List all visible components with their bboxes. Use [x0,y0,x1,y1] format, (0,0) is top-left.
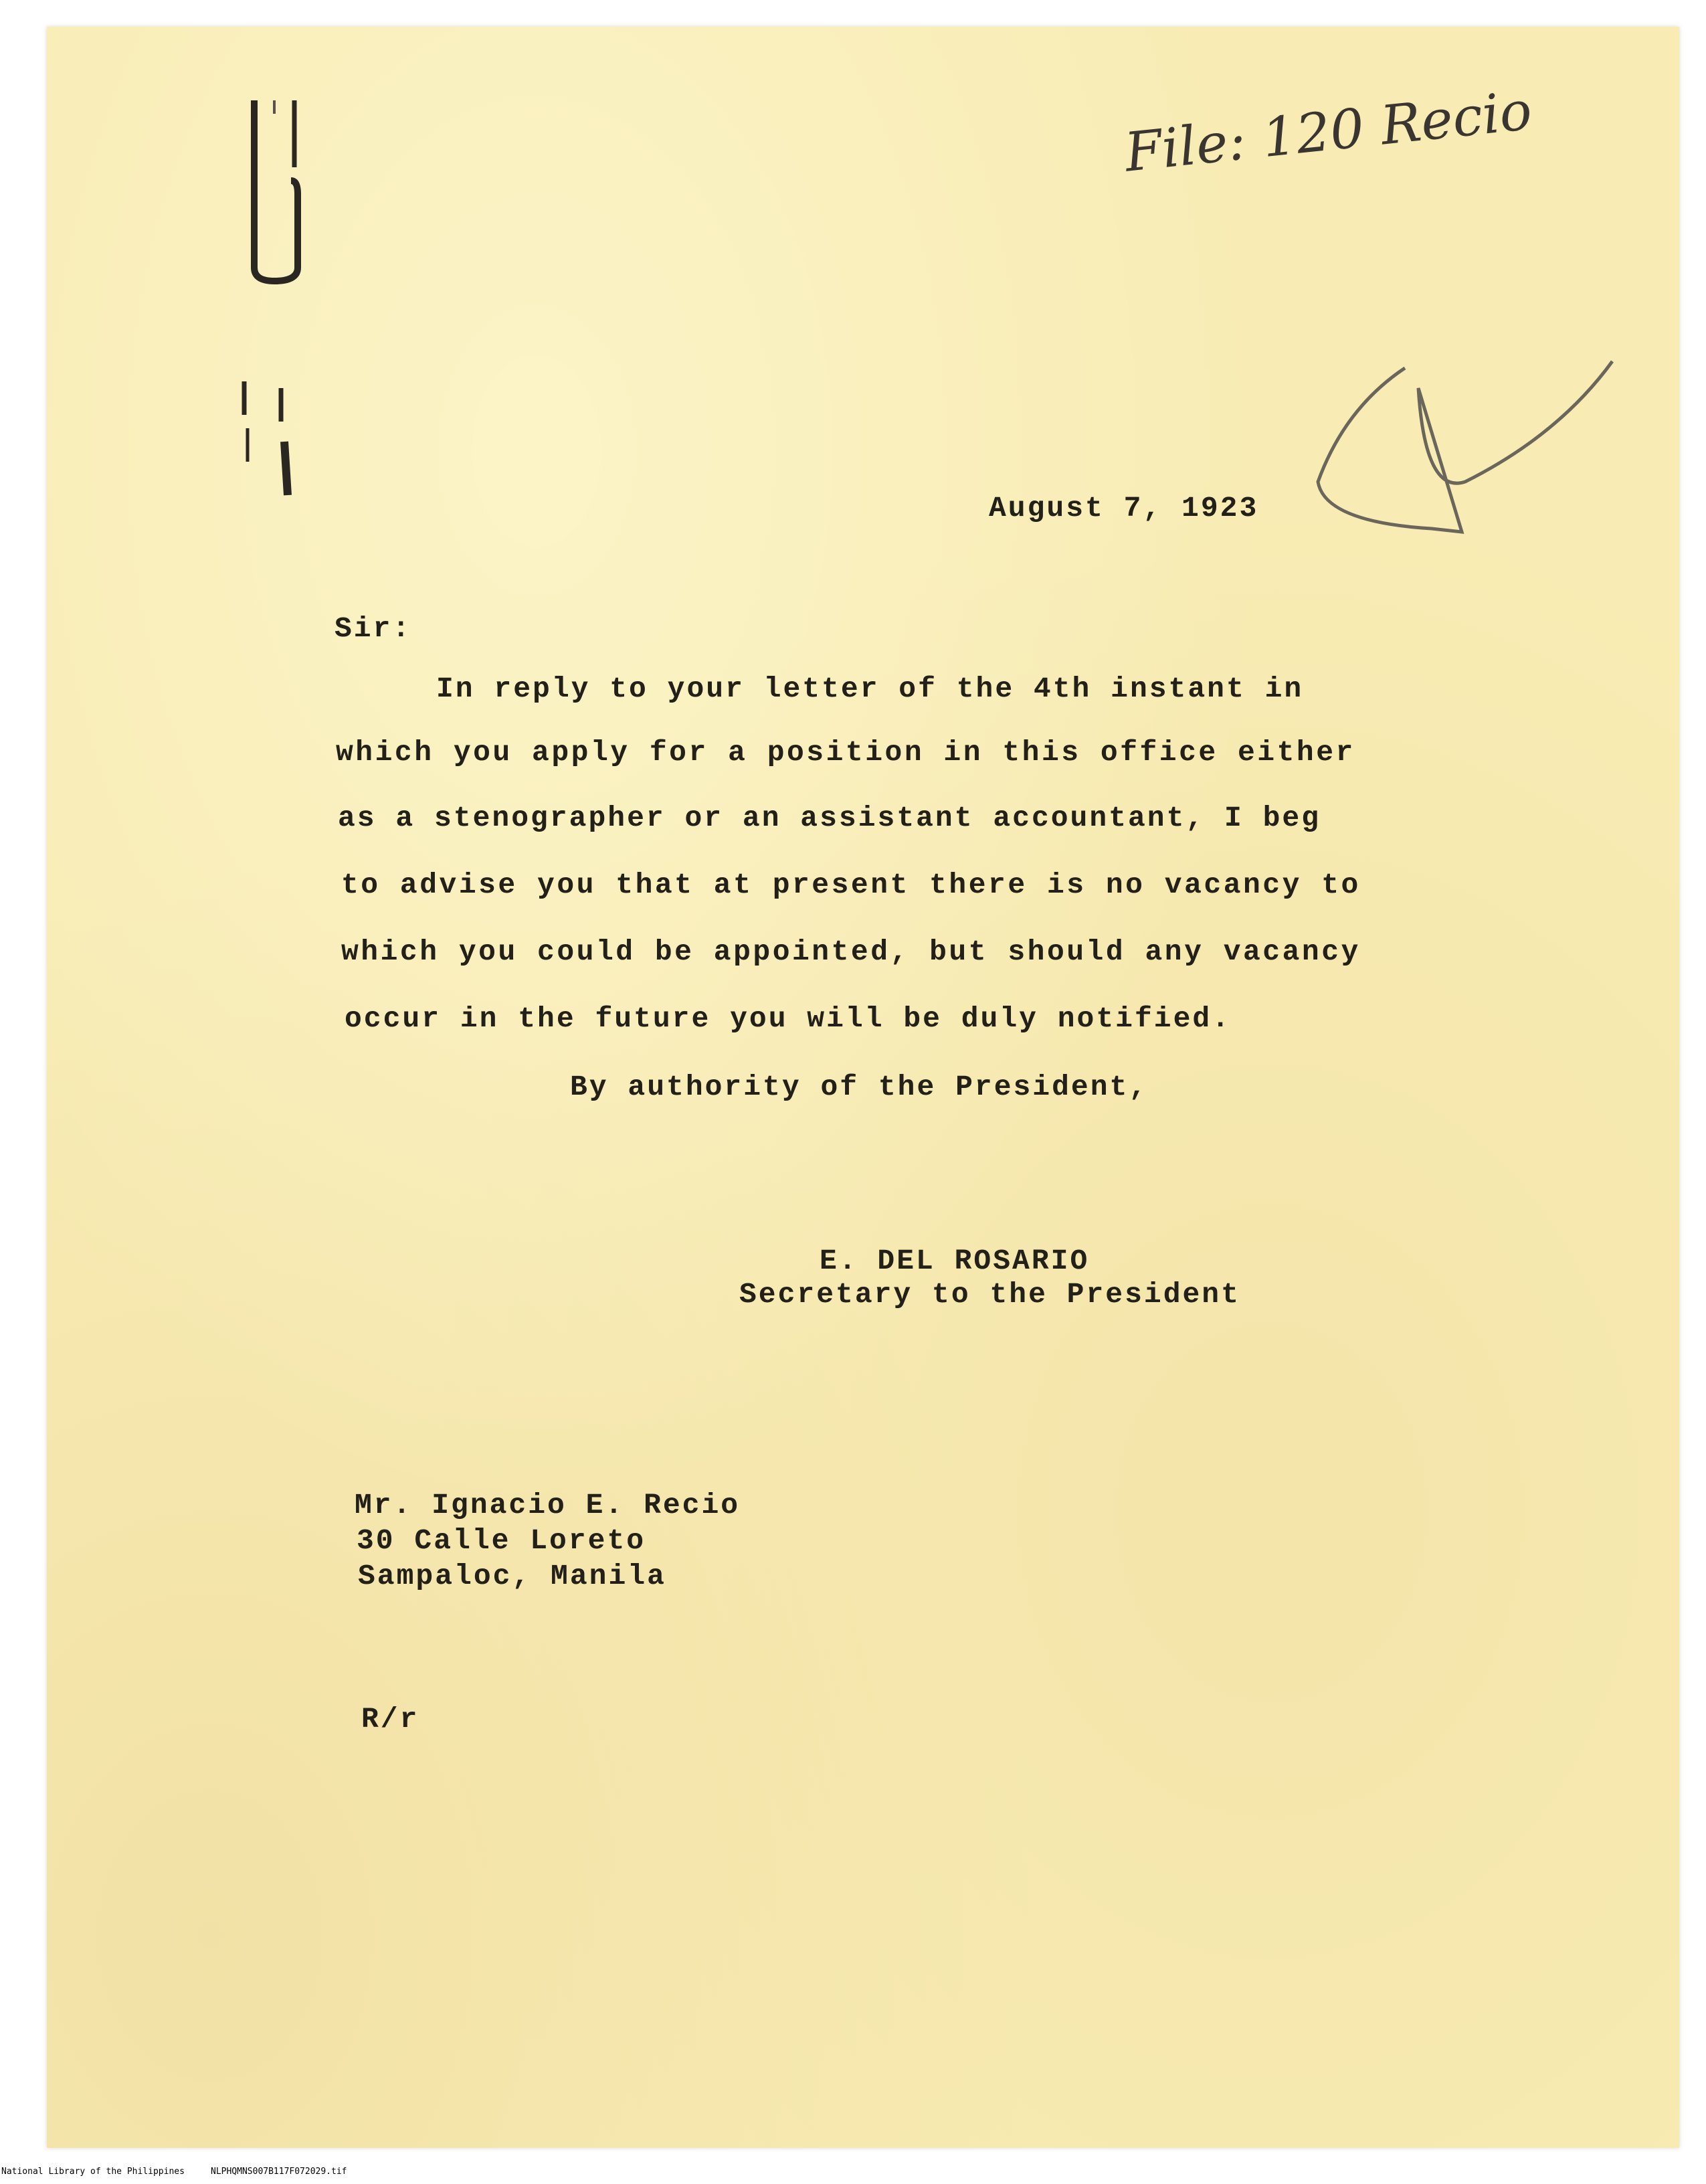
footer-institution: National Library of the Philippines [1,2167,185,2177]
body-line: as a stenographer or an assistant accountant, I beg [338,802,1321,834]
pencil-check-mark [1305,348,1626,542]
closing-line: By authority of the President, [570,1071,1149,1103]
body-line: In reply to your letter of the 4th instant in [436,672,1304,705]
body-line: to advise you that at present there is no vacancy to [341,869,1361,901]
body-line: which you could be appointed, but should any vacancy [341,935,1361,968]
recipient-name: Mr. Ignacio E. Recio [355,1489,741,1522]
signatory-title: Secretary to the President [739,1278,1240,1311]
salutation: Sir: [335,612,412,645]
recipient-street: 30 Calle Loreto [357,1524,646,1557]
typist-initials: R/r [361,1703,419,1736]
paper-clip-mark [227,87,321,288]
footer-filename: NLPHQMNS007B117F072029.tif [211,2167,347,2177]
punch-hole-marks [234,375,301,509]
body-line: which you apply for a position in this office either [336,736,1355,769]
body-line: occur in the future you will be duly notified. [345,1002,1231,1035]
handwritten-file-note: File: 120 Recio [1121,79,1535,184]
recipient-city: Sampaloc, Manila [358,1560,666,1592]
signatory-name: E. DEL ROSARIO [820,1245,1090,1277]
letter-date: August 7, 1923 [989,492,1259,525]
